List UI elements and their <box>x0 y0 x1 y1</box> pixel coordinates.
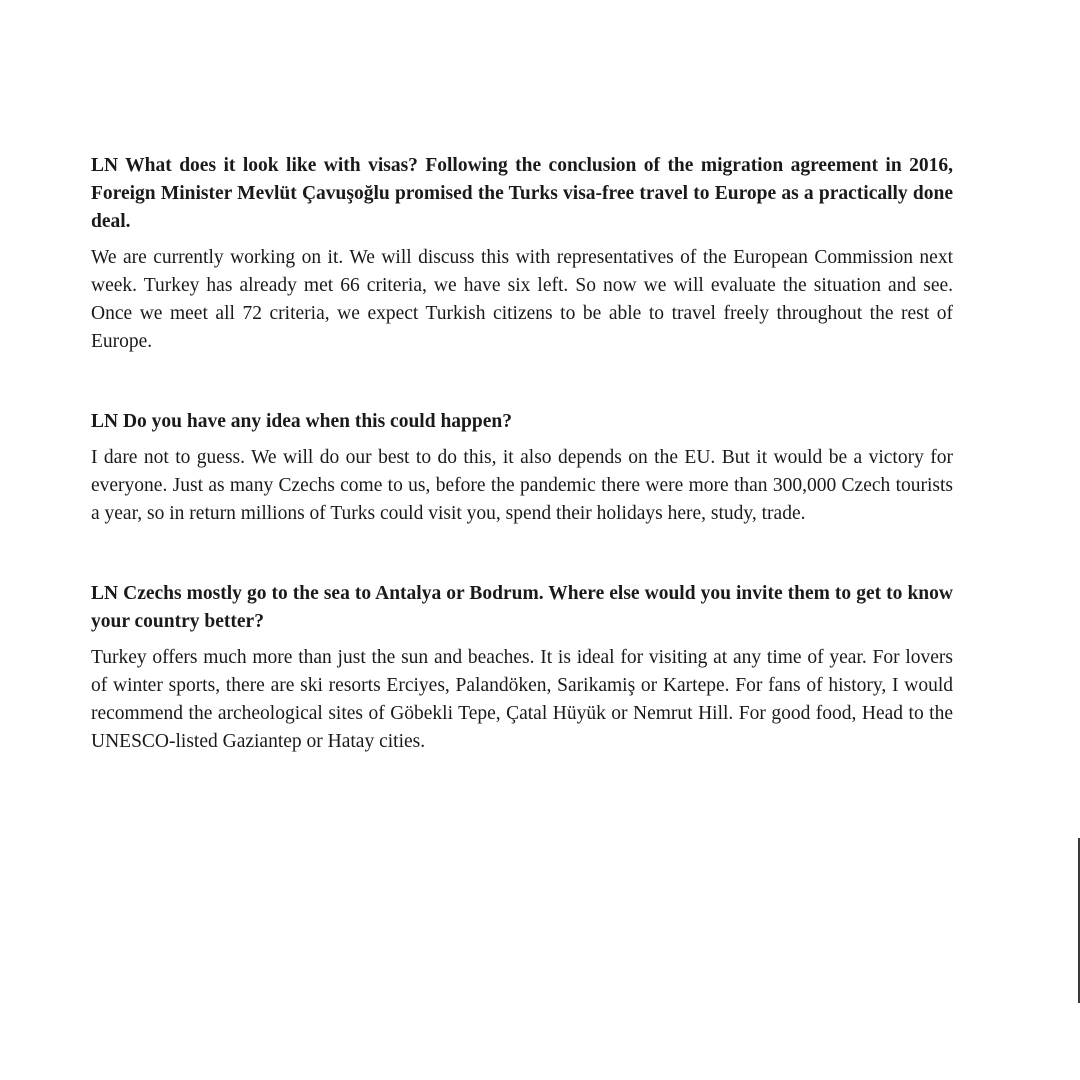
interview-answer: Turkey offers much more than just the sun and beaches. It is ideal for visiting at any time of year. For lovers of winter sports, there are ski resorts Erciyes, Palandöken, Sarikamiş or Kartepe. For fans of history, I would recommend the archeological sites of Göbekli Tepe, Çatal Hüyük or Nemrut Hill. For good food, Head to the UNESCO-listed Gaziantep or Hatay cities. <box>91 647 953 752</box>
interview-question: LN Czechs mostly go to the sea to Antalya or Bodrum. Where else would you invite them to get to know your country better? <box>91 583 953 632</box>
qa-block-visas <box>91 152 953 356</box>
interview-question: LN What does it look like with visas? Following the conclusion of the migration agreement in 2016, Foreign Minister Mevlüt Çavuşoğlu promised the Turks visa-free travel to Europe as a practically done deal. <box>91 155 953 232</box>
document-page <box>91 152 953 756</box>
qa-block-timing <box>91 408 953 528</box>
qa-block-destinations <box>91 580 953 756</box>
interview-answer: I dare not to guess. We will do our best to do this, it also depends on the EU. But it would be a victory for everyone. Just as many Czechs come to us, before the pandemic there were more than 300,000 Czech tourists a year, so in return millions of Turks could visit you, spend their holidays here, study, trade. <box>91 447 953 524</box>
interview-answer: We are currently working on it. We will discuss this with representatives of the European Commission next week. Turkey has already met 66 criteria, we have six left. So now we will evaluate the situation and see. Once we meet all 72 criteria, we expect Turkish citizens to be able to travel freely throughout the rest of Europe. <box>91 247 953 352</box>
interview-question: LN Do you have any idea when this could happen? <box>91 411 512 432</box>
